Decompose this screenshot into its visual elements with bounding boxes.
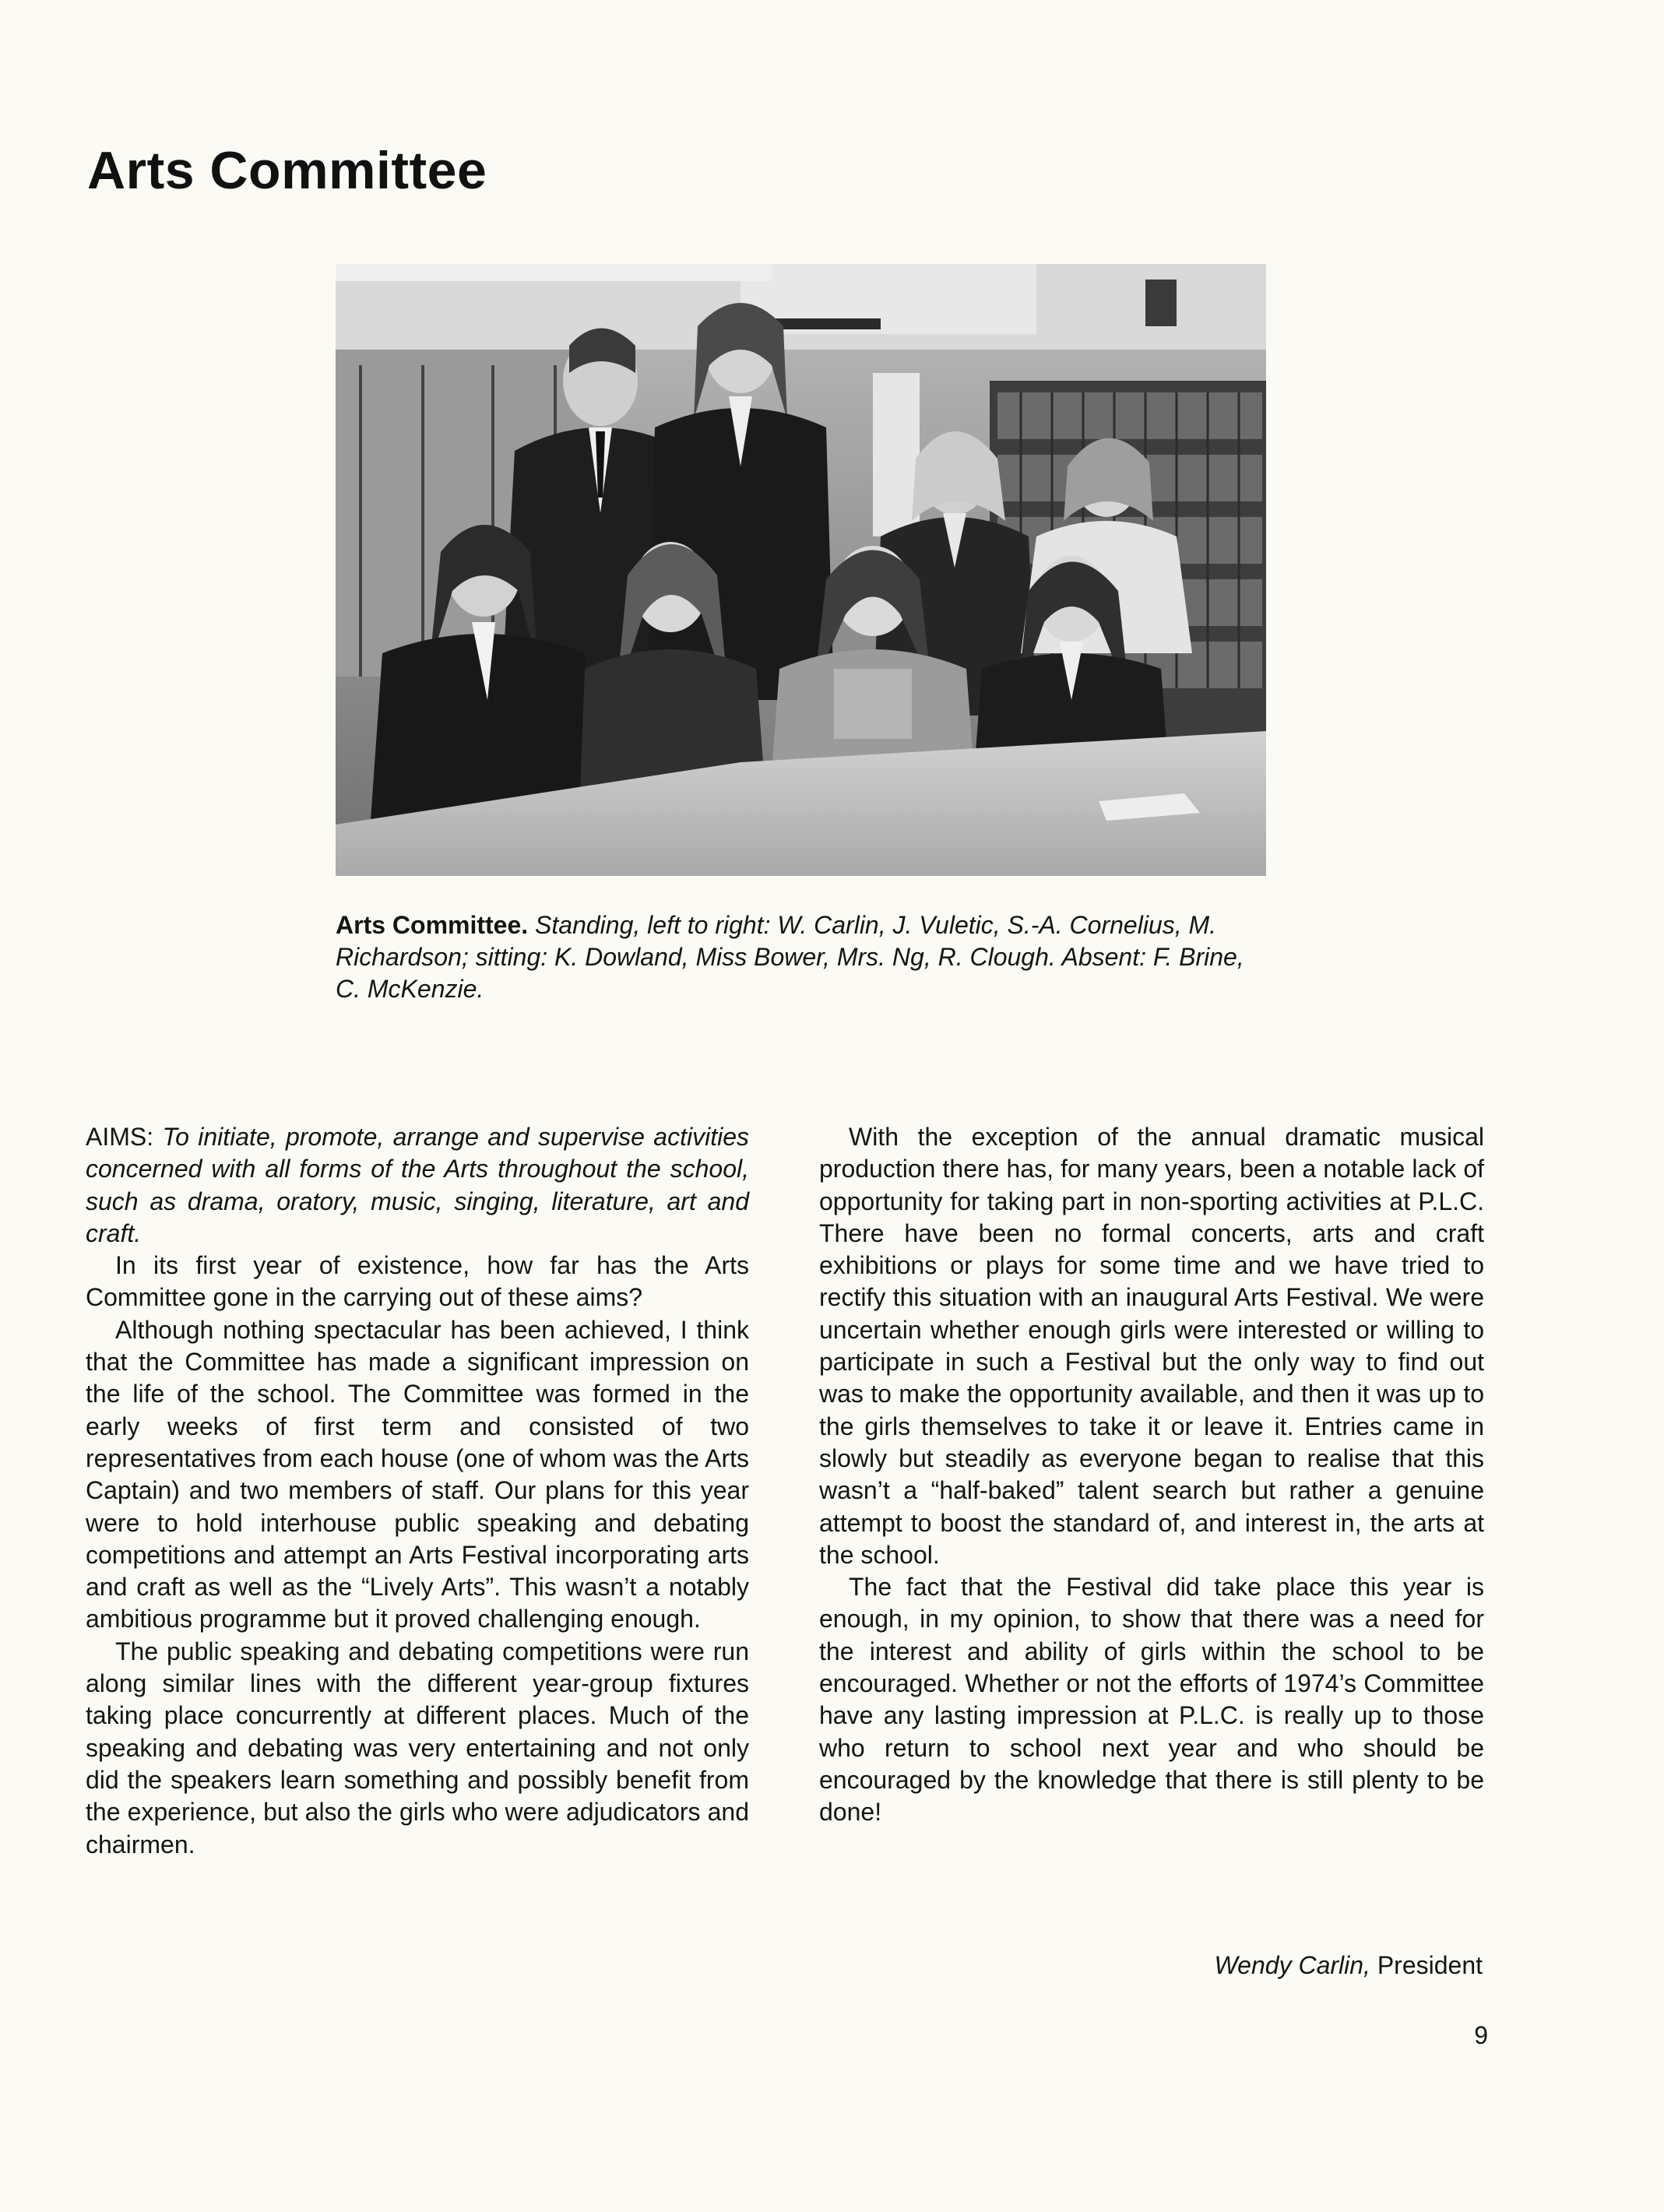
- article-paragraph: With the exception of the annual dramatic musical production there has, for many years, been a notable lack of opportunity for taking part in non-sporting activities at P.L.C. There have been no formal concerts, arts and craft exhibitions or plays for some time and we have tried to rectify this situation with an inaugural Arts Festival. We were uncertain whether enough girls were interested or willing to participate in such a Festival but the only way to find out was to make the opportunity available, and then it was up to the girls themselves to take it or leave it. Entries came in slowly but steadily as everyone began to realise that this wasn’t a “half-baked” talent search but rather a genuine attempt to boost the standard of, and interest in, the arts at the school.: [819, 1123, 1484, 1569]
- article-column-right: [819, 1121, 1484, 1829]
- author-signature: [1215, 1951, 1483, 1980]
- aims-label: AIMS:: [86, 1123, 163, 1151]
- caption-text: Standing, left to right: W. Carlin, J. Vuletic, S.-A. Cornelius, M. Richardson; sitting: K. Dowland, Miss Bower, Mrs. Ng, R. Clough. Absent: F. Brine, C. McKenzie.: [336, 911, 1244, 1003]
- article-paragraph: The public speaking and debating competitions were run along similar lines with the different year-group fixtures taking place concurrently at different places. Much of the speaking and debating was very entertaining and not only did the speakers learn something and possibly benefit from the experience, but also the girls who were adjudicators and chairmen.: [86, 1637, 749, 1859]
- author-role: President: [1370, 1951, 1483, 1979]
- photo-caption: [336, 909, 1266, 1005]
- article-paragraph: In its first year of existence, how far has the Arts Committee gone in the carrying out of these aims?: [86, 1251, 749, 1312]
- aims-paragraph: [86, 1121, 749, 1250]
- article-column-left: [86, 1121, 749, 1861]
- author-name: Wendy Carlin,: [1214, 1951, 1370, 1979]
- group-photo-illustration: [336, 264, 1266, 876]
- aims-text: To initiate, promote, arrange and supervise activities concerned with all forms of the Arts throughout the school, such as drama, oratory, music, singing, literature, art and craft.: [86, 1123, 750, 1247]
- article-paragraph: Although nothing spectacular has been achieved, I think that the Committee has made a significant impression on the life of the school. The Committee was formed in the early weeks of first term and consisted of two representatives from each house (one of whom was the Arts Captain) and two members of staff. Our plans for this year were to hold interhouse public speaking and debating competitions and attempt an Arts Festival incorporating arts and craft as well as the “Lively Arts”. This wasn’t a notably ambitious programme but it proved challenging enough.: [86, 1315, 749, 1634]
- page-title: Arts Committee: [87, 141, 487, 200]
- article-paragraph: The fact that the Festival did take place this year is enough, in my opinion, to show that there was a need for the interest and ability of girls within the school to be encouraged. Whether or not the efforts of 1974’s Committee have any lasting impression at P.L.C. is really up to those who return to school next year and who should be encouraged by the knowledge that there is still plenty to be done!: [819, 1573, 1484, 1827]
- page-number: 9: [1474, 2021, 1488, 2049]
- caption-lead: Arts Committee.: [336, 911, 529, 939]
- group-photo: [336, 264, 1266, 876]
